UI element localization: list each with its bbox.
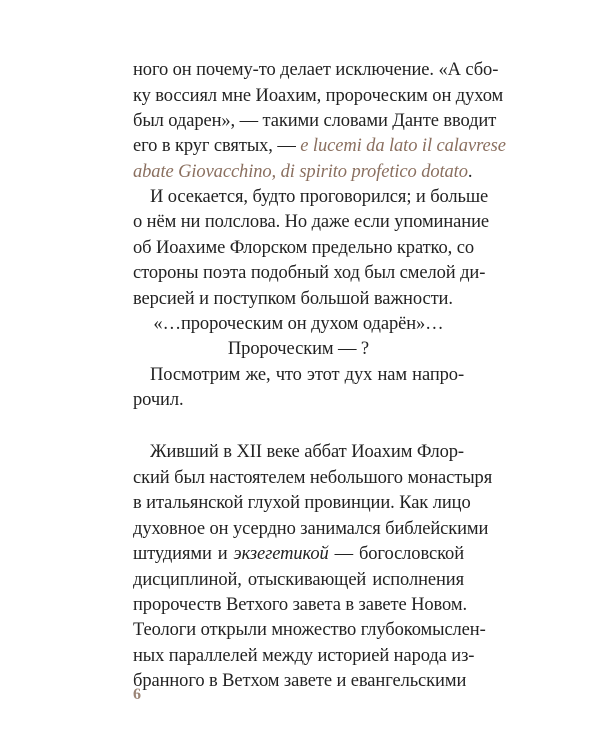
text-line: рочил.	[133, 390, 184, 410]
text-line: дисциплиной, отыскивающей исполнения	[133, 570, 464, 590]
text-line: И осекается, будто проговорился; и больше	[150, 187, 489, 207]
text-span: штудиями и	[133, 544, 234, 564]
text-line: ку воссиял мне Иоахим, пророческим он духом	[133, 86, 504, 106]
text-line: Живший в XII веке аббат Иоахим Флор-	[150, 442, 464, 462]
text-span: — богословской	[328, 544, 464, 564]
text-line: версией и поступком большой важности.	[133, 289, 453, 309]
text-line: ного он почему-то делает исключение. «А сбо-	[133, 60, 499, 80]
page-number: 6	[133, 686, 141, 703]
text-line	[133, 542, 464, 566]
text-line: ский был настоятелем небольшого монастыря	[133, 468, 493, 488]
text-line	[133, 134, 506, 158]
italian-quote-span: abate Giovacchino, di spirito profetico dotato	[133, 162, 468, 182]
text-line: об Иоахиме Флорском предельно кратко, со	[133, 238, 474, 258]
text-line: бранного в Ветхом завете и евангельскими	[133, 671, 467, 691]
text-line: Теологи открыли множество глубокомыслен-	[133, 620, 486, 640]
italian-quote-span: e lucemi da lato il calavrese	[300, 136, 506, 156]
text-line: пророчеств Ветхого завета в завете Новом.	[133, 595, 467, 615]
text-line: в итальянской глухой провинции. Как лицо	[133, 493, 471, 513]
text-line: о нём ни полслова. Но даже если упоминание	[133, 212, 489, 232]
text-line: стороны поэта подобный ход был смелой ди-	[133, 263, 486, 283]
italic-term-span: экзегетикой	[233, 544, 329, 564]
text-span: его в круг святых, —	[133, 136, 301, 156]
text-span: .	[467, 162, 473, 182]
quote-line: «…пророческим он духом одарён»…	[153, 314, 444, 334]
question-line: Пророческим — ?	[227, 339, 370, 359]
text-line: духовное он усердно занимался библейскими	[133, 519, 489, 539]
text-line: Посмотрим же, что этот дух нам напро-	[150, 365, 464, 385]
text-line	[133, 160, 473, 184]
text-line: был одарен», — такими словами Данте вводит	[133, 111, 497, 131]
text-line: ных параллелей между историей народа из-	[133, 646, 475, 666]
